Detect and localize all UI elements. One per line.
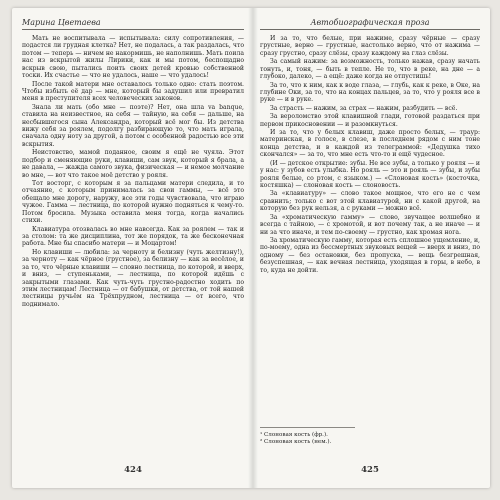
page-gutter — [248, 8, 258, 488]
left-paragraph-3: Знала ли мать (обо мне — поэте)? Нет, она шла va banque, ставила на неизвестное, на себя — тайную, на себя — дальше, на несбывшегося сына Александра, который всё мог бы. Из детства вижу себя за роялем, подолгу разбирающую то, что мать играла, сначала одну ноту за другой, а потом с особенной радостью все эти вскрытия. — [22, 103, 244, 148]
left-paragraph-2: После такой матери мне оставалось только одно: стать поэтом. Чтобы избыть её дар — мне, который бы задушил или превратил меня в преступителя всех человеческих законов. — [22, 80, 244, 103]
footnote-2: ² Слоновая кость (нем.). — [260, 439, 332, 446]
right-paragraph-8: За «клавиатуру» — слово такое мощное, что его не с чем сравнить; только с вот этой клавиатурой, ни с какой другой, на которую без рук нельзя, а с руками — можно всё. — [260, 190, 480, 213]
left-paragraph-7: Но клавиши — любила: за черноту и белизну (чуть желтизну!), за черноту — как чёрное (грустное), за белизну — как за весёлое, и за то, что чёрные клавиши — словно лестница, по которой, и вверх, и вниз, — ступеньками, — лестница, по которой идёшь с закрытыми глазами. Как чуть-чуть грустно-радостно ходить по этим лестницам! Лестница — от бабушки, от детства, от той нашей лестницы ручьём на Трёхпрудном, лестница — от всего, что поднимало. — [22, 248, 244, 308]
footnote-1: ¹ Слоновая кость (фр.). — [260, 432, 328, 439]
book-spread — [12, 8, 490, 488]
right-page — [260, 18, 480, 478]
left-paragraph-4: Неистовство, мамой поданное, своим я ещё не чуяла. Этот подбор и сменяющие руки, клавиши, сам звук, который я брала, а не давала, — жажда самого звука, физическая — и немое молчание во мне, — вот что такое моё детство у рояля. — [22, 149, 244, 179]
right-paragraph-1: И за то, что белые, при нажиме, сразу чёрные — сразу грустные, верно — грустные, настолько верно, что от нажима — сразу грустно, сразу слёзы, сразу каждому на глаз слёзы. — [260, 35, 480, 57]
left-body — [22, 35, 244, 308]
right-paragraph-5: За вероломство этой клавишной глади, готовой раздаться при первом прикосновении — и разомкнуться. — [260, 113, 480, 128]
left-paragraph-1: Мать не воспитывала — испытывала: силу сопротивления, — подастся ли грудная клетка? Нет, не подалась, а так раздалась, что потом — теперь — ничем не накормишь, не наполнишь. Мать поила нас из вскрытой жилы Лирики, как и мы потом, беспощадно вскрыв свою, пытались поить своих детей кровью собственной тоски. Их счастье — что не удалось, наше — что удалось! — [22, 35, 244, 80]
right-paragraph-4: За страсть — нажим, за страх — нажим, разбудить — всё. — [270, 104, 458, 112]
left-page-number: 424 — [124, 465, 142, 475]
right-paragraph-9: За «хроматическую гамму» — слово, звучащее волшебно и всегда с тайною, — с хромотой, и вот почему так, а не иначе — и ни за что иначе, и тем по-своему — грустно, как хромая нога. — [260, 213, 480, 236]
right-paragraph-6: И за то, что у белых клавиш, даже просто белых, — траур: материнская, в голосе, в слезе, в последнем рядом с ним тоне конца детства, и в каждой из телеграммой: «Дедушка тихо скончался» — за то, что мне есть что-то и ещё чудесное. — [260, 129, 480, 159]
footnotes — [260, 427, 355, 446]
right-page-number: 425 — [361, 465, 379, 475]
left-running-head: Марина Цветаева — [22, 18, 244, 30]
left-paragraph-6: Клавиатура отозвалась во мне навсегда. Как за роялем — так и за столом: та же дисциплина, тот же порядок, та же бесконечная работа. Мне бы спасибо матери — и Моцартом! — [22, 225, 244, 248]
right-paragraph-7: (И — детское открытие: зубы. Не все зубы, а только у рояля — и у нас: у зубов есть улыбка. Но рояль — это и рояль — зубы, и зубы рояля белые, со ртом, с языком.) — «Слоновая кость» (косточка, костяшка) — слоновая кость — слоновость. — [260, 159, 480, 190]
right-running-head: Автобиографическая проза — [260, 18, 480, 30]
right-paragraph-3: За то, что к ним, как к воде глаза, — глубь, как к реке, в Оке, на глубине Оки, за то, что на концах пальцев, за то, что у рояля все в руке — и в руке. — [260, 81, 480, 104]
right-paragraph-2: За самый нажим: за возможность, только нажав, сразу начать тонуть, и, тоня, — быть в тепле. Не то, что в реке, на дне — а глубоко, далеко, — а ещё: даже когда не отпустишь! — [260, 58, 480, 81]
right-paragraph-10: За хроматическую гамму, которая есть сплошное ущемление, и, по-моему, одна из бессмертных звуковых вещей — вверх и вниз, по одному — без остановки, без пропуска, — вещь безгрешная, безуспешная, — как вечная лестница, уходящая в горы, в небо, в то, куда не дойти. — [260, 236, 480, 274]
left-paragraph-5: Тот восторг, с которым я за пальцами матери следила, и то отчаяние, с которым принималась за свои гаммы, — всё это обещало мне дорогу, наружу, все эти годы чувствовала, что играю чужое. Гамма — лестница, по которой нужно подняться к чему-то. Потом бросила. Музыка оставила меня тогда, когда начались стихи. — [22, 180, 244, 225]
left-page — [22, 18, 244, 478]
right-body — [260, 35, 480, 274]
